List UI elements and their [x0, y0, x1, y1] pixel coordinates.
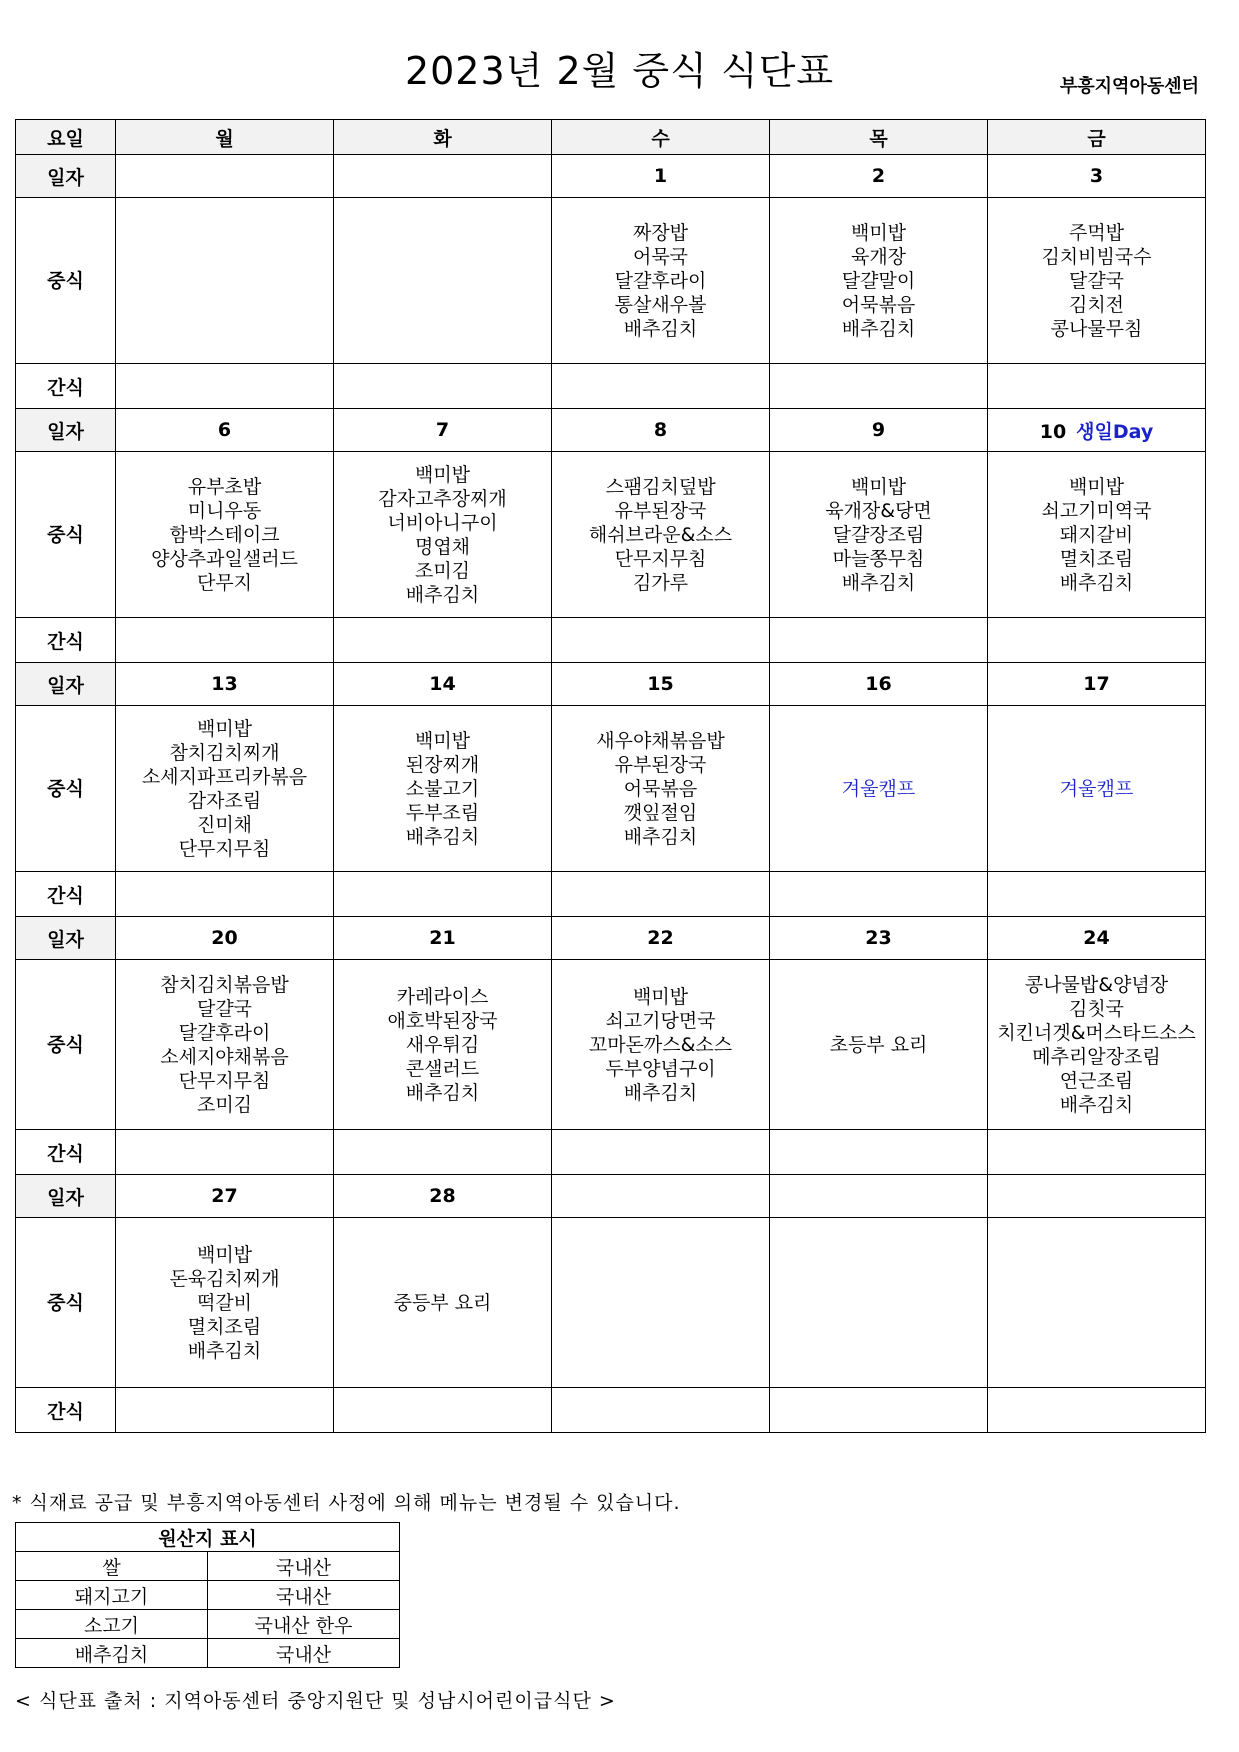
lunch-label: 중식 [16, 198, 116, 364]
date-cell [116, 409, 334, 452]
menu-item: 육개장&당면 [825, 499, 932, 522]
menu-item: 배추김치 [841, 317, 916, 340]
date-number: 22 [647, 927, 674, 949]
menu-item: 참치김치볶음밥 [160, 973, 289, 996]
date-cell [770, 1175, 988, 1218]
lunch-row [16, 1218, 1206, 1388]
menu-item: 중등부 요리 [393, 1291, 492, 1314]
date-number: 27 [211, 1185, 238, 1207]
lunch-label: 중식 [16, 706, 116, 872]
date-cell [334, 917, 552, 960]
date-number: 21 [429, 927, 456, 949]
snack-cell [116, 872, 334, 917]
menu-item: 유부초밥 [187, 475, 262, 498]
lunch-menu-cell [770, 960, 988, 1130]
page-title: 2023년 2월 중식 식단표 [404, 49, 835, 93]
date-cell [552, 409, 770, 452]
menu-item: 진미채 [196, 813, 253, 836]
date-row [16, 155, 1206, 198]
day-header-thu: 목 [770, 120, 988, 155]
menu-item: 달걀국 [196, 997, 253, 1020]
date-cell [770, 409, 988, 452]
menu-item: 유부된장국 [614, 753, 707, 776]
lunch-menu-cell [770, 706, 988, 872]
lunch-menu-cell [552, 452, 770, 618]
lunch-menu-cell [552, 960, 770, 1130]
menu-item: 달걀말이 [841, 269, 916, 292]
snack-row [16, 872, 1206, 917]
lunch-menu-cell [770, 1218, 988, 1388]
menu-item: 배추김치 [405, 583, 480, 606]
menu-item: 명엽채 [414, 535, 471, 558]
date-cell [988, 155, 1206, 198]
menu-item: 단무지무침 [178, 1069, 271, 1092]
lunch-row [16, 452, 1206, 618]
snack-cell [552, 364, 770, 409]
menu-item: 콩나물무침 [1050, 317, 1143, 340]
lunch-menu-cell [334, 452, 552, 618]
menu-item: 김치전 [1068, 293, 1125, 316]
date-number: 17 [1083, 673, 1110, 695]
date-cell [334, 155, 552, 198]
snack-cell [770, 872, 988, 917]
menu-item: 육개장 [850, 245, 907, 268]
date-number: 9 [871, 419, 886, 441]
lunch-menu-cell [116, 198, 334, 364]
menu-item: 돈육김치찌개 [169, 1267, 280, 1290]
menu-item: 통살새우볼 [614, 293, 707, 316]
date-number: 16 [865, 673, 892, 695]
lunch-row [16, 706, 1206, 872]
lunch-label: 중식 [16, 960, 116, 1130]
menu-table [15, 119, 1206, 1433]
menu-item: 미니우동 [187, 499, 262, 522]
snack-cell [116, 618, 334, 663]
menu-item: 멸치조림 [187, 1315, 262, 1338]
menu-item: 치킨너겟&머스타드소스 [997, 1021, 1196, 1044]
menu-item: 조미김 [196, 1093, 253, 1116]
day-header-tue: 화 [334, 120, 552, 155]
snack-cell [552, 1388, 770, 1433]
snack-row [16, 364, 1206, 409]
snack-cell [552, 872, 770, 917]
menu-item: 김치비빔국수 [1041, 245, 1152, 268]
origin-country: 국내산 [208, 1581, 400, 1610]
menu-item: 새우야채볶음밥 [596, 729, 725, 752]
menu-item: 해쉬브라운&소스 [588, 523, 733, 546]
menu-item: 감자조림 [187, 789, 262, 812]
origin-row [16, 1552, 400, 1581]
menu-item: 두부조림 [405, 801, 480, 824]
menu-item: 단무지무침 [178, 837, 271, 860]
date-number: 28 [429, 1185, 456, 1207]
menu-item: 겨울캠프 [1059, 777, 1134, 800]
menu-item: 어묵볶음 [841, 293, 916, 316]
menu-item: 스팸김치덮밥 [605, 475, 716, 498]
lunch-menu-cell [116, 960, 334, 1130]
menu-item: 백미밥 [850, 475, 907, 498]
day-header-wed: 수 [552, 120, 770, 155]
date-cell [116, 663, 334, 706]
birthday-label: 생일Day [1076, 420, 1154, 443]
snack-cell [116, 1388, 334, 1433]
snack-cell [770, 364, 988, 409]
lunch-menu-cell [988, 452, 1206, 618]
date-number: 23 [865, 927, 892, 949]
menu-item: 꼬마돈까스&소스 [588, 1033, 733, 1056]
menu-item: 김가루 [632, 571, 689, 594]
menu-item: 메추리알장조림 [1032, 1045, 1161, 1068]
lunch-menu-cell [116, 452, 334, 618]
menu-item: 백미밥 [632, 985, 689, 1008]
date-cell [770, 917, 988, 960]
date-row [16, 409, 1206, 452]
snack-label: 간식 [16, 364, 116, 409]
lunch-menu-cell [552, 1218, 770, 1388]
menu-item: 쇠고기미역국 [1041, 499, 1152, 522]
menu-item: 유부된장국 [614, 499, 707, 522]
snack-cell [988, 1388, 1206, 1433]
date-cell [770, 155, 988, 198]
origin-item: 쌀 [16, 1552, 208, 1581]
date-number: 20 [211, 927, 238, 949]
menu-item: 된장찌개 [405, 753, 480, 776]
menu-source: < 식단표 출처 : 지역아동센터 중앙지원단 및 성남시어린이급식단 > [15, 1690, 616, 1712]
menu-item: 돼지갈비 [1059, 523, 1134, 546]
menu-item: 함박스테이크 [169, 523, 280, 546]
lunch-menu-cell [770, 198, 988, 364]
center-name: 부흥지역아동센터 [1059, 76, 1199, 97]
menu-item: 백미밥 [1068, 475, 1125, 498]
menu-item: 김칫국 [1068, 997, 1125, 1020]
snack-cell [770, 1130, 988, 1175]
menu-item: 백미밥 [414, 463, 471, 486]
date-number: 15 [647, 673, 674, 695]
date-number: 13 [211, 673, 238, 695]
date-row [16, 1175, 1206, 1218]
date-number: 3 [1089, 165, 1104, 187]
date-cell [552, 1175, 770, 1218]
date-number: 1 [653, 165, 668, 187]
date-cell [116, 155, 334, 198]
snack-cell [988, 364, 1206, 409]
snack-label: 간식 [16, 618, 116, 663]
menu-item: 초등부 요리 [829, 1033, 928, 1056]
lunch-menu-cell [334, 198, 552, 364]
day-header-fri: 금 [988, 120, 1206, 155]
snack-cell [334, 1388, 552, 1433]
origin-item: 돼지고기 [16, 1581, 208, 1610]
date-cell [552, 917, 770, 960]
menu-item: 백미밥 [196, 717, 253, 740]
day-header-row [16, 120, 1206, 155]
date-cell [988, 917, 1206, 960]
menu-item: 배추김치 [405, 825, 480, 848]
date-number: 2 [871, 165, 886, 187]
lunch-menu-cell [116, 706, 334, 872]
date-cell [116, 917, 334, 960]
date-cell [770, 663, 988, 706]
snack-label: 간식 [16, 1388, 116, 1433]
menu-item: 배추김치 [623, 825, 698, 848]
origin-country: 국내산 [208, 1552, 400, 1581]
date-cell [552, 155, 770, 198]
snack-cell [334, 618, 552, 663]
snack-cell [770, 618, 988, 663]
lunch-menu-cell [988, 1218, 1206, 1388]
menu-item: 너비아니구이 [387, 511, 498, 534]
date-number: 24 [1083, 927, 1110, 949]
date-row [16, 663, 1206, 706]
lunch-menu-cell [988, 960, 1206, 1130]
origin-item: 배추김치 [16, 1639, 208, 1668]
date-cell [988, 663, 1206, 706]
date-label: 일자 [16, 409, 116, 452]
menu-item: 조미김 [414, 559, 471, 582]
menu-item: 배추김치 [623, 1081, 698, 1104]
menu-item: 연근조림 [1059, 1069, 1134, 1092]
lunch-menu-cell [988, 198, 1206, 364]
date-cell [988, 1175, 1206, 1218]
date-number: 6 [217, 419, 232, 441]
menu-item: 콩나물밥&양념장 [1024, 973, 1169, 996]
date-label: 일자 [16, 663, 116, 706]
snack-row [16, 1388, 1206, 1433]
snack-row [16, 1130, 1206, 1175]
date-number: 10 [1039, 420, 1067, 443]
date-row [16, 917, 1206, 960]
snack-cell [552, 1130, 770, 1175]
menu-item: 백미밥 [414, 729, 471, 752]
date-number: 7 [435, 419, 450, 441]
date-number: 14 [429, 673, 456, 695]
menu-item: 주먹밥 [1068, 221, 1125, 244]
snack-cell [334, 1130, 552, 1175]
snack-row [16, 618, 1206, 663]
day-header-mon: 월 [116, 120, 334, 155]
menu-item: 백미밥 [850, 221, 907, 244]
date-label: 일자 [16, 155, 116, 198]
menu-item: 배추김치 [1059, 1093, 1134, 1116]
lunch-menu-cell [334, 706, 552, 872]
snack-cell [988, 618, 1206, 663]
lunch-row [16, 198, 1206, 364]
menu-item: 떡갈비 [196, 1291, 253, 1314]
menu-item: 어묵국 [632, 245, 689, 268]
origin-country: 국내산 [208, 1639, 400, 1668]
origin-row [16, 1639, 400, 1668]
menu-item: 단무지무침 [614, 547, 707, 570]
origin-item: 소고기 [16, 1610, 208, 1639]
menu-item: 달걀후라이 [178, 1021, 271, 1044]
lunch-label: 중식 [16, 452, 116, 618]
date-label: 일자 [16, 1175, 116, 1218]
menu-item: 배추김치 [405, 1081, 480, 1104]
menu-item: 두부양념구이 [605, 1057, 716, 1080]
snack-label: 간식 [16, 1130, 116, 1175]
snack-label: 간식 [16, 872, 116, 917]
menu-item: 달걀장조림 [832, 523, 925, 546]
snack-cell [116, 1130, 334, 1175]
menu-item: 애호박된장국 [387, 1009, 498, 1032]
menu-item: 소세지파프리카볶음 [141, 765, 308, 788]
menu-item: 양상추과일샐러드 [151, 547, 298, 570]
menu-item: 멸치조림 [1059, 547, 1134, 570]
snack-cell [334, 364, 552, 409]
snack-cell [334, 872, 552, 917]
menu-item: 감자고추장찌개 [378, 487, 507, 510]
lunch-menu-cell [552, 198, 770, 364]
snack-cell [770, 1388, 988, 1433]
origin-country: 국내산 한우 [208, 1610, 400, 1639]
lunch-menu-cell [552, 706, 770, 872]
menu-change-note: * 식재료 공급 및 부흥지역아동센터 사정에 의해 메뉴는 변경될 수 있습니다. [12, 1492, 681, 1514]
menu-item: 짜장밥 [632, 221, 689, 244]
lunch-menu-cell [988, 706, 1206, 872]
date-cell [334, 663, 552, 706]
menu-item: 콘샐러드 [405, 1057, 480, 1080]
menu-item: 겨울캠프 [841, 777, 916, 800]
lunch-menu-cell [770, 452, 988, 618]
menu-item: 배추김치 [841, 571, 916, 594]
lunch-label: 중식 [16, 1218, 116, 1388]
snack-cell [988, 872, 1206, 917]
menu-item: 어묵볶음 [623, 777, 698, 800]
menu-item: 카레라이스 [396, 985, 489, 1008]
date-cell [116, 1175, 334, 1218]
date-cell [988, 409, 1206, 452]
date-cell [334, 1175, 552, 1218]
menu-item: 새우튀김 [405, 1033, 480, 1056]
date-number: 8 [653, 419, 668, 441]
menu-item: 백미밥 [196, 1243, 253, 1266]
menu-item: 참치김치찌개 [169, 741, 280, 764]
menu-item: 마늘쫑무침 [832, 547, 925, 570]
menu-item: 단무지 [196, 571, 253, 594]
menu-item: 달걀국 [1068, 269, 1125, 292]
menu-item: 소세지야채볶음 [160, 1045, 289, 1068]
lunch-menu-cell [334, 1218, 552, 1388]
date-cell [334, 409, 552, 452]
snack-cell [552, 618, 770, 663]
menu-item: 배추김치 [187, 1339, 262, 1362]
lunch-menu-cell [334, 960, 552, 1130]
date-label: 일자 [16, 917, 116, 960]
lunch-row [16, 960, 1206, 1130]
menu-item: 깻잎절임 [623, 801, 698, 824]
menu-item: 소불고기 [405, 777, 480, 800]
lunch-menu-cell [116, 1218, 334, 1388]
date-cell [552, 663, 770, 706]
origin-row [16, 1581, 400, 1610]
menu-item: 배추김치 [1059, 571, 1134, 594]
origin-table [15, 1522, 400, 1668]
snack-cell [988, 1130, 1206, 1175]
snack-cell [116, 364, 334, 409]
origin-row [16, 1610, 400, 1639]
menu-item: 달걀후라이 [614, 269, 707, 292]
menu-item: 쇠고기당면국 [605, 1009, 716, 1032]
weekday-label: 요일 [16, 120, 116, 155]
origin-title: 원산지 표시 [16, 1523, 400, 1552]
menu-item: 배추김치 [623, 317, 698, 340]
